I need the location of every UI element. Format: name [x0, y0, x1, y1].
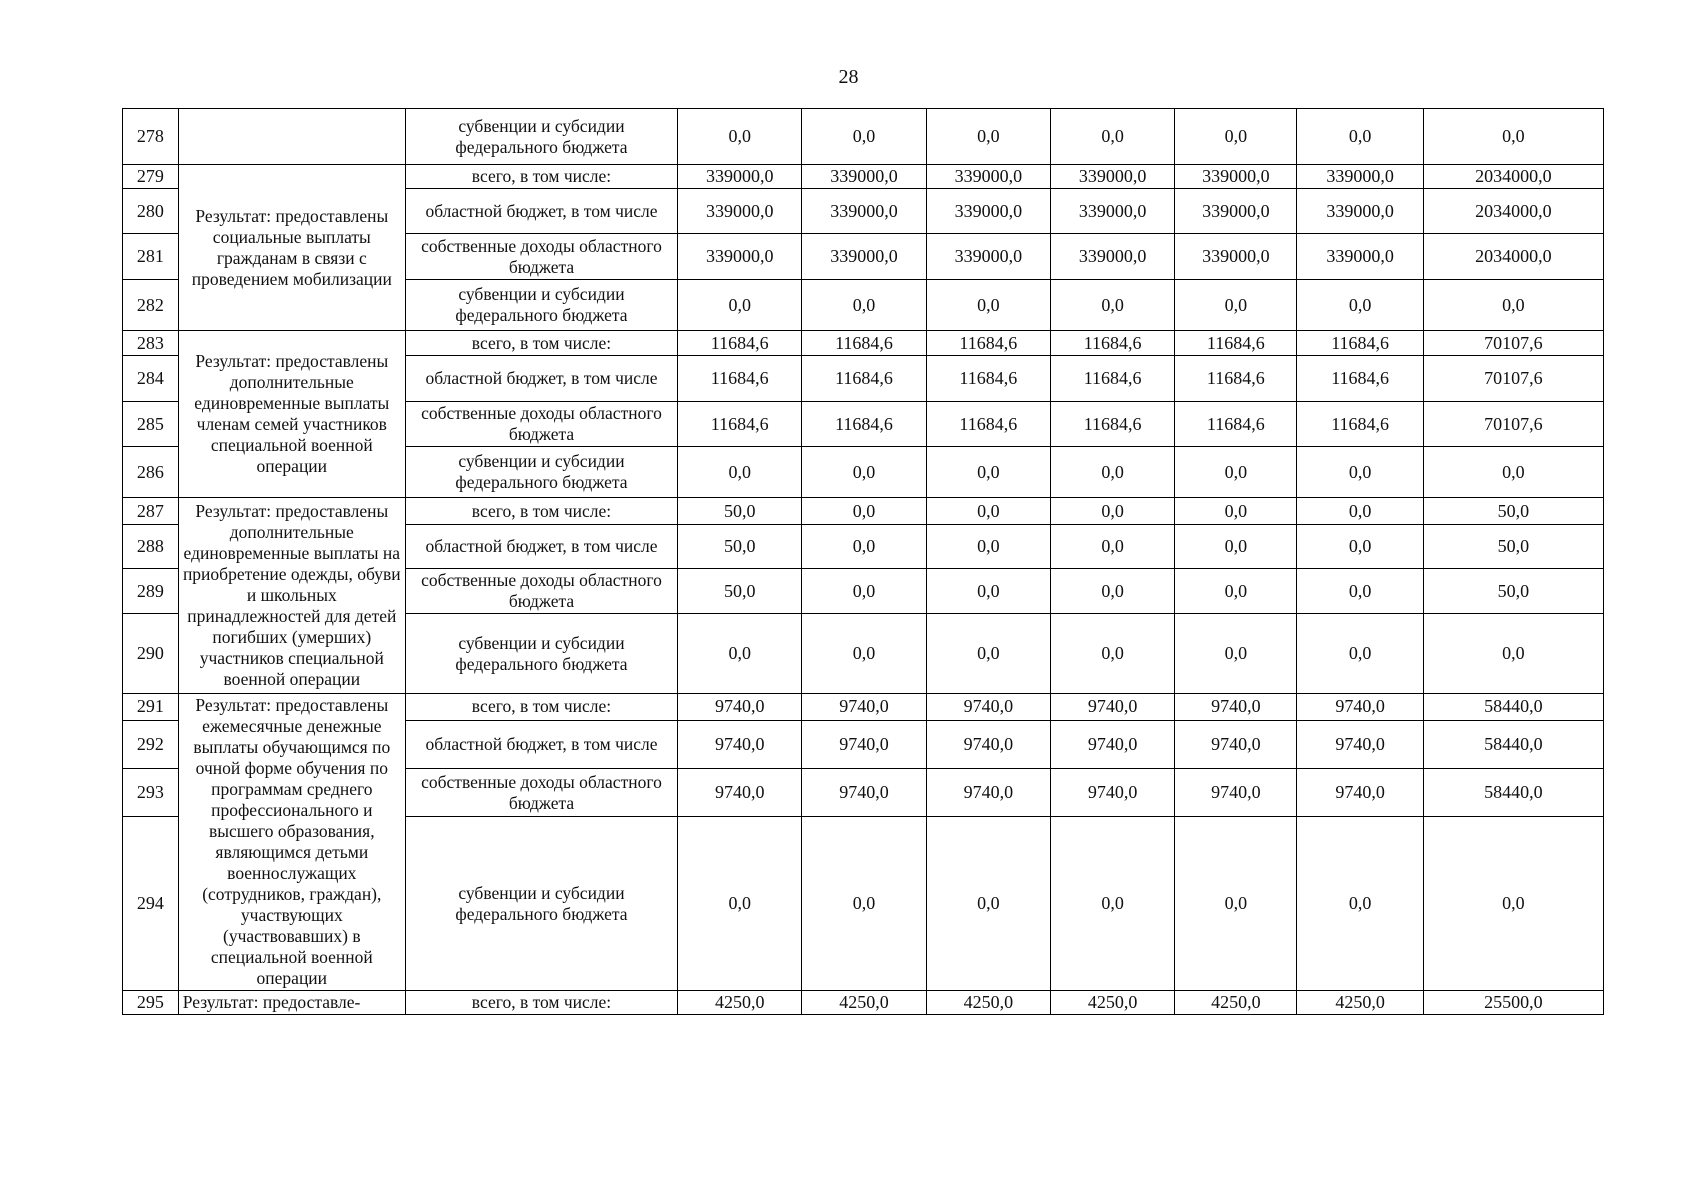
- total-value: 2034000,0: [1423, 189, 1603, 234]
- table-row: [123, 109, 1604, 165]
- year-value: 0,0: [1297, 525, 1423, 569]
- year-value: 0,0: [1297, 109, 1423, 165]
- year-value: 0,0: [802, 498, 926, 525]
- result-description: Результат: предоставле-: [178, 991, 405, 1015]
- budget-type: собственные доходы областного бюджета: [405, 402, 677, 447]
- year-value: 0,0: [1050, 447, 1174, 498]
- row-number: 283: [123, 331, 179, 356]
- year-value: 0,0: [926, 569, 1050, 614]
- result-description: Результат: предоставлены ежемесячные денежные выплаты обучающимся по очной форме обучения по программам среднего профессионального и высшего образования, являющимся детьми военнослужащих (сотрудников, граждан), участвующих (участвовавших) в специальной военной операции: [178, 694, 405, 991]
- year-value: 0,0: [1297, 498, 1423, 525]
- budget-type: всего, в том числе:: [405, 991, 677, 1015]
- year-value: 9740,0: [1050, 720, 1174, 768]
- budget-type: областной бюджет, в том числе: [405, 189, 677, 234]
- total-value: 58440,0: [1423, 769, 1603, 817]
- table-row: [123, 991, 1604, 1015]
- row-number: 281: [123, 234, 179, 280]
- year-value: 0,0: [678, 447, 802, 498]
- year-value: 9740,0: [678, 694, 802, 721]
- year-value: 339000,0: [1297, 234, 1423, 280]
- year-value: 0,0: [1175, 498, 1297, 525]
- budget-type: областной бюджет, в том числе: [405, 525, 677, 569]
- year-value: 11684,6: [678, 331, 802, 356]
- year-value: 339000,0: [1050, 189, 1174, 234]
- year-value: 0,0: [1297, 280, 1423, 331]
- year-value: 11684,6: [1175, 402, 1297, 447]
- year-value: 0,0: [1175, 614, 1297, 694]
- result-description: Результат: предоставлены дополнительные единовременные выплаты на приобретение одежды, обуви и школьных принадлежностей для детей погибших (умерших) участников специальной военной операции: [178, 498, 405, 694]
- total-value: 0,0: [1423, 447, 1603, 498]
- row-number: 293: [123, 769, 179, 817]
- total-value: 0,0: [1423, 109, 1603, 165]
- year-value: 339000,0: [1050, 234, 1174, 280]
- year-value: 0,0: [1297, 569, 1423, 614]
- total-value: 70107,6: [1423, 402, 1603, 447]
- budget-type: собственные доходы областного бюджета: [405, 769, 677, 817]
- year-value: 0,0: [802, 614, 926, 694]
- year-value: 0,0: [926, 280, 1050, 331]
- row-number: 282: [123, 280, 179, 331]
- year-value: 339000,0: [1297, 165, 1423, 189]
- table-body: [123, 109, 1604, 1015]
- year-value: 50,0: [678, 498, 802, 525]
- year-value: 9740,0: [1050, 694, 1174, 721]
- year-value: 0,0: [678, 280, 802, 331]
- year-value: 0,0: [1175, 817, 1297, 991]
- year-value: 9740,0: [1050, 769, 1174, 817]
- total-value: 25500,0: [1423, 991, 1603, 1015]
- row-number: 278: [123, 109, 179, 165]
- year-value: 9740,0: [678, 769, 802, 817]
- budget-type: всего, в том числе:: [405, 498, 677, 525]
- year-value: 0,0: [1050, 817, 1174, 991]
- year-value: 339000,0: [926, 189, 1050, 234]
- row-number: 279: [123, 165, 179, 189]
- year-value: 339000,0: [1297, 189, 1423, 234]
- year-value: 11684,6: [1175, 331, 1297, 356]
- budget-type: субвенции и субсидии федерального бюджета: [405, 817, 677, 991]
- row-number: 280: [123, 189, 179, 234]
- year-value: 0,0: [1175, 280, 1297, 331]
- year-value: 339000,0: [1175, 165, 1297, 189]
- year-value: 11684,6: [1050, 356, 1174, 402]
- budget-type: субвенции и субсидии федерального бюджета: [405, 109, 677, 165]
- year-value: 0,0: [1050, 498, 1174, 525]
- year-value: 11684,6: [1297, 356, 1423, 402]
- total-value: 50,0: [1423, 498, 1603, 525]
- year-value: 0,0: [1175, 447, 1297, 498]
- year-value: 9740,0: [926, 769, 1050, 817]
- year-value: 0,0: [1175, 569, 1297, 614]
- year-value: 11684,6: [926, 331, 1050, 356]
- year-value: 339000,0: [1175, 234, 1297, 280]
- year-value: 0,0: [926, 525, 1050, 569]
- year-value: 4250,0: [1050, 991, 1174, 1015]
- year-value: 0,0: [1050, 109, 1174, 165]
- table-row: [123, 694, 1604, 721]
- year-value: 11684,6: [678, 402, 802, 447]
- year-value: 4250,0: [926, 991, 1050, 1015]
- year-value: 9740,0: [1297, 694, 1423, 721]
- year-value: 0,0: [678, 109, 802, 165]
- row-number: 290: [123, 614, 179, 694]
- year-value: 0,0: [802, 569, 926, 614]
- year-value: 9740,0: [802, 694, 926, 721]
- year-value: 0,0: [1175, 525, 1297, 569]
- budget-type: всего, в том числе:: [405, 694, 677, 721]
- budget-type: собственные доходы областного бюджета: [405, 569, 677, 614]
- result-description: [178, 109, 405, 165]
- budget-type: областной бюджет, в том числе: [405, 356, 677, 402]
- year-value: 339000,0: [678, 165, 802, 189]
- year-value: 9740,0: [926, 720, 1050, 768]
- total-value: 2034000,0: [1423, 234, 1603, 280]
- total-value: 70107,6: [1423, 331, 1603, 356]
- year-value: 339000,0: [1175, 189, 1297, 234]
- budget-type: субвенции и субсидии федерального бюджета: [405, 280, 677, 331]
- year-value: 9740,0: [926, 694, 1050, 721]
- year-value: 0,0: [926, 498, 1050, 525]
- year-value: 339000,0: [802, 165, 926, 189]
- year-value: 0,0: [678, 817, 802, 991]
- year-value: 339000,0: [802, 234, 926, 280]
- row-number: 294: [123, 817, 179, 991]
- year-value: 0,0: [802, 817, 926, 991]
- year-value: 0,0: [1175, 109, 1297, 165]
- row-number: 288: [123, 525, 179, 569]
- year-value: 11684,6: [1050, 402, 1174, 447]
- row-number: 292: [123, 720, 179, 768]
- year-value: 9740,0: [678, 720, 802, 768]
- total-value: 0,0: [1423, 614, 1603, 694]
- year-value: 0,0: [1050, 569, 1174, 614]
- row-number: 295: [123, 991, 179, 1015]
- year-value: 0,0: [1050, 280, 1174, 331]
- row-number: 291: [123, 694, 179, 721]
- table-row: [123, 498, 1604, 525]
- result-description: Результат: предоставлены дополнительные единовременные выплаты членам семей участников специальной военной операции: [178, 331, 405, 498]
- year-value: 9740,0: [1175, 694, 1297, 721]
- year-value: 11684,6: [1297, 331, 1423, 356]
- year-value: 9740,0: [802, 720, 926, 768]
- row-number: 287: [123, 498, 179, 525]
- year-value: 11684,6: [926, 402, 1050, 447]
- year-value: 339000,0: [1050, 165, 1174, 189]
- table-row: [123, 331, 1604, 356]
- year-value: 9740,0: [1175, 769, 1297, 817]
- year-value: 4250,0: [802, 991, 926, 1015]
- row-number: 284: [123, 356, 179, 402]
- year-value: 0,0: [1050, 614, 1174, 694]
- year-value: 0,0: [926, 447, 1050, 498]
- year-value: 11684,6: [802, 356, 926, 402]
- year-value: 4250,0: [678, 991, 802, 1015]
- total-value: 58440,0: [1423, 720, 1603, 768]
- year-value: 0,0: [1297, 614, 1423, 694]
- year-value: 0,0: [678, 614, 802, 694]
- table-row: [123, 165, 1604, 189]
- page-number: 28: [838, 66, 859, 88]
- total-value: 2034000,0: [1423, 165, 1603, 189]
- budget-table: [122, 108, 1604, 1015]
- year-value: 339000,0: [926, 165, 1050, 189]
- year-value: 0,0: [1050, 525, 1174, 569]
- year-value: 0,0: [1297, 817, 1423, 991]
- year-value: 9740,0: [1175, 720, 1297, 768]
- year-value: 4250,0: [1297, 991, 1423, 1015]
- year-value: 0,0: [802, 447, 926, 498]
- year-value: 9740,0: [1297, 720, 1423, 768]
- total-value: 50,0: [1423, 569, 1603, 614]
- year-value: 11684,6: [802, 402, 926, 447]
- year-value: 0,0: [802, 280, 926, 331]
- year-value: 50,0: [678, 525, 802, 569]
- budget-type: субвенции и субсидии федерального бюджета: [405, 614, 677, 694]
- total-value: 0,0: [1423, 280, 1603, 331]
- year-value: 339000,0: [678, 234, 802, 280]
- budget-type: собственные доходы областного бюджета: [405, 234, 677, 280]
- row-number: 286: [123, 447, 179, 498]
- row-number: 285: [123, 402, 179, 447]
- year-value: 0,0: [802, 109, 926, 165]
- year-value: 0,0: [802, 525, 926, 569]
- year-value: 0,0: [926, 614, 1050, 694]
- year-value: 11684,6: [802, 331, 926, 356]
- year-value: 11684,6: [678, 356, 802, 402]
- year-value: 9740,0: [1297, 769, 1423, 817]
- result-description: Результат: предоставлены социальные выплаты гражданам в связи с проведением мобилизации: [178, 165, 405, 331]
- budget-type: всего, в том числе:: [405, 331, 677, 356]
- year-value: 339000,0: [926, 234, 1050, 280]
- year-value: 11684,6: [1050, 331, 1174, 356]
- year-value: 339000,0: [802, 189, 926, 234]
- total-value: 70107,6: [1423, 356, 1603, 402]
- year-value: 50,0: [678, 569, 802, 614]
- year-value: 339000,0: [678, 189, 802, 234]
- row-number: 289: [123, 569, 179, 614]
- budget-type: всего, в том числе:: [405, 165, 677, 189]
- year-value: 0,0: [926, 109, 1050, 165]
- total-value: 0,0: [1423, 817, 1603, 991]
- year-value: 11684,6: [926, 356, 1050, 402]
- year-value: 11684,6: [1175, 356, 1297, 402]
- year-value: 11684,6: [1297, 402, 1423, 447]
- year-value: 0,0: [1297, 447, 1423, 498]
- budget-type: субвенции и субсидии федерального бюджета: [405, 447, 677, 498]
- total-value: 50,0: [1423, 525, 1603, 569]
- year-value: 9740,0: [802, 769, 926, 817]
- year-value: 4250,0: [1175, 991, 1297, 1015]
- budget-type: областной бюджет, в том числе: [405, 720, 677, 768]
- total-value: 58440,0: [1423, 694, 1603, 721]
- year-value: 0,0: [926, 817, 1050, 991]
